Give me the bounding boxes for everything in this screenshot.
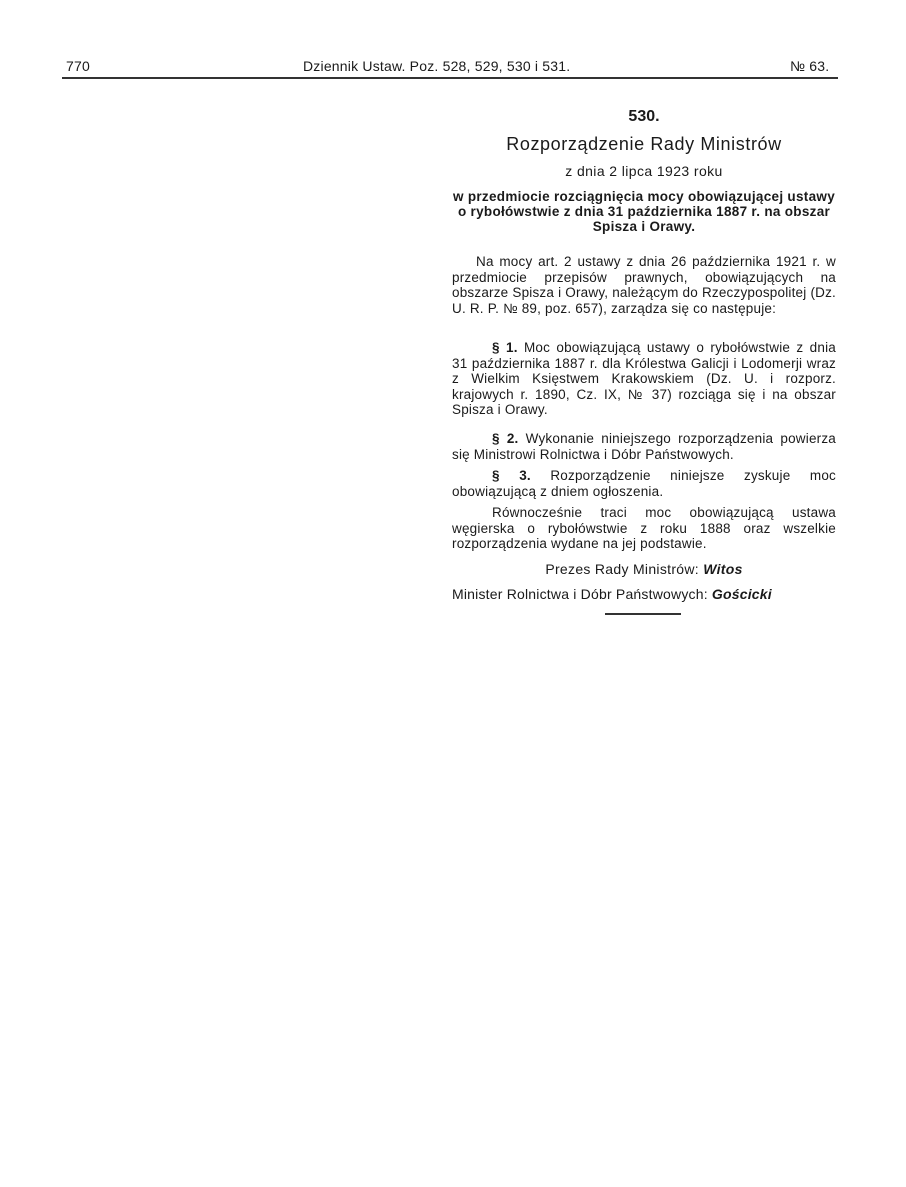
section-3	[452, 468, 836, 499]
act-number: 530.	[628, 108, 660, 125]
signature-minister	[452, 586, 836, 602]
section-2-label: § 2.	[492, 431, 519, 446]
preamble: Na mocy art. 2 ustawy z dnia 26 października 1921 r. w przedmiocie przepisów prawnych, obowiązujących na obszarze Spisza i Orawy, należącym do Rzeczypospolitej (Dz. U. R. P. № 89, poz. 657), zarządza się co następuje:	[452, 254, 836, 316]
section-2-text: Wykonanie niniejszego rozporządzenia powierza się Ministrowi Rolnictwa i Dóbr Państwowych.	[452, 431, 837, 462]
page-number: 770	[66, 58, 90, 74]
section-1	[452, 340, 836, 418]
act-title: Rozporządzenie Rady Ministrów	[506, 134, 782, 154]
closing-divider	[605, 613, 681, 615]
header-divider	[62, 77, 838, 79]
section-2	[452, 431, 836, 462]
signature-prime-minister	[452, 561, 836, 577]
section-3-label: § 3.	[492, 468, 531, 483]
signature-role: Minister Rolnictwa i Dóbr Państwowych:	[452, 586, 708, 602]
signature-name: Gościcki	[711, 586, 772, 602]
act-date: z dnia 2 lipca 1923 roku	[565, 163, 723, 179]
running-header-title: Dziennik Ustaw. Poz. 528, 529, 530 i 531.	[303, 58, 571, 74]
signature-role: Prezes Rady Ministrów:	[545, 561, 699, 577]
section-1-text: Moc obowiązującą ustawy o rybołówstwie z dnia 31 października 1887 r. dla Królestwa Galicji i Lodomerji wraz z Wielkim Księstwem Krakowskiem (Dz. U. i rozporz. krajowych r. 1890, Cz. IX, № 37) rozciąga się i na obszar Spisza i Orawy.	[452, 340, 836, 418]
signature-name: Witos	[703, 561, 743, 577]
act-subject: w przedmiocie rozciągnięcia mocy obowiązującej ustawy o rybołówstwie z dnia 31 października 1887 r. na obszar Spisza i Orawy.	[452, 189, 835, 234]
section-3-continuation: Równocześnie traci moc obowiązującą ustawa węgierska o rybołówstwie z roku 1888 oraz wszelkie rozporządzenia wydane na jej podstawie.	[452, 505, 836, 552]
section-1-label: § 1.	[492, 340, 518, 355]
issue-number: № 63.	[790, 58, 830, 74]
section-3-text: Rozporządzenie niniejsze zyskuje moc obowiązującą z dniem ogłoszenia.	[452, 468, 836, 499]
